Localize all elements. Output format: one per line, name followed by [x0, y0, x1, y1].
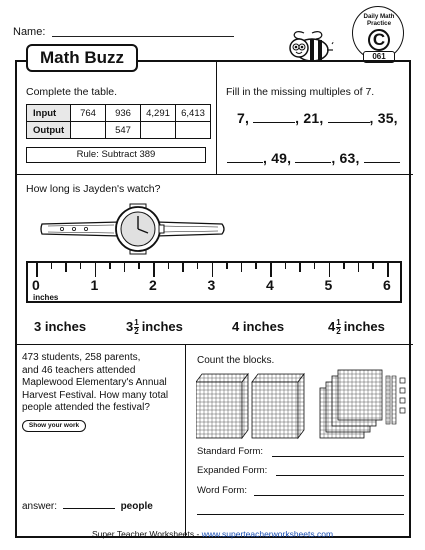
word-problem [22, 352, 168, 415]
base-ten-blocks-icon [196, 366, 408, 442]
ruler-tick [80, 263, 82, 269]
answer-row [22, 501, 153, 512]
ruler-tick [212, 263, 214, 277]
multiple-comma: , [369, 110, 374, 126]
fraction-numerator: 1 [134, 318, 139, 328]
ruler-number: 2 [149, 277, 157, 293]
answer-choice[interactable] [126, 319, 183, 336]
input-output-table [26, 104, 211, 139]
expanded-form-blank[interactable] [276, 475, 404, 476]
multiple-given: 21, [303, 110, 324, 126]
multiples-instruction: Fill in the missing multiples of 7. [226, 86, 375, 98]
ruler-number: 3 [207, 277, 216, 293]
table-instruction: Complete the table. [26, 86, 118, 98]
ruler-tick [95, 263, 97, 277]
footer-link[interactable]: www.superteacherworksheets.com [201, 529, 334, 539]
ruler-number: 4 [266, 277, 274, 293]
answer-choice[interactable] [328, 319, 385, 336]
expanded-form-label: Expanded Form: [197, 465, 268, 476]
ruler-number: 6 [383, 277, 391, 293]
rule-box: Rule: Subtract 389 [26, 147, 206, 163]
ruler-tick [285, 263, 287, 269]
choice-unit: inches [343, 319, 385, 334]
choice-fraction [134, 319, 138, 336]
divider-col-bottom [185, 344, 186, 538]
badge-line-1: Daily Math [363, 13, 395, 20]
blocks-instruction: Count the blocks. [197, 355, 275, 366]
multiples-row-1 [237, 110, 398, 126]
ruler-tick [138, 263, 140, 269]
multiple-comma: , [295, 110, 300, 126]
output-cell[interactable] [71, 122, 106, 139]
ruler [26, 261, 402, 303]
fraction-numerator: 1 [336, 318, 341, 328]
choice-unit: inches [141, 319, 183, 334]
ruler-tick [372, 263, 374, 269]
multiple-given: 63, [339, 150, 360, 166]
input-cell: 6,413 [176, 105, 211, 122]
ruler-tick [270, 263, 272, 277]
name-field[interactable] [52, 36, 234, 37]
ruler-tick [226, 263, 228, 269]
fraction-denominator: 2 [336, 327, 341, 337]
watch-icon [38, 200, 228, 258]
ruler-tick [197, 263, 199, 269]
ruler-unit-label: inches [33, 293, 59, 302]
ruler-tick [109, 263, 111, 269]
multiple-given: 49, [271, 150, 292, 166]
answer-label: answer: [22, 501, 58, 512]
output-header: Output [27, 122, 71, 139]
multiple-blank[interactable] [364, 162, 400, 163]
show-your-work-button[interactable]: Show your work [22, 420, 86, 432]
footer [0, 529, 425, 539]
choice-fraction [336, 319, 340, 336]
choice-unit: inches [242, 319, 285, 334]
divider-row-2 [15, 344, 413, 345]
ruler-tick [299, 263, 301, 272]
word-form-blank-1[interactable] [254, 495, 404, 496]
hundred-block [196, 374, 248, 438]
name-label: Name: [13, 26, 46, 38]
ruler-tick [343, 263, 345, 269]
ruler-tick [182, 263, 184, 272]
ruler-tick [153, 263, 155, 277]
word-form-blank-2[interactable] [197, 514, 404, 515]
ruler-tick [168, 263, 170, 269]
badge-number: 061 [363, 51, 395, 63]
problem-line: Harvest Festival. How many total [22, 389, 169, 401]
problem-line: 473 students, 258 parents, [22, 352, 141, 363]
input-cell: 936 [106, 105, 141, 122]
input-header: Input [27, 105, 71, 122]
problem-line: and 46 teachers attended [22, 364, 136, 376]
multiple-blank[interactable] [227, 162, 263, 163]
hundred-block [252, 374, 304, 438]
ruler-tick [241, 263, 243, 272]
footer-text: Super Teacher Worksheets - [91, 529, 202, 539]
choice-whole: 4 [328, 319, 336, 334]
answer-choice[interactable] [34, 319, 86, 334]
multiple-blank[interactable] [295, 162, 331, 163]
ruler-number: 5 [324, 277, 333, 293]
input-cell: 764 [71, 105, 106, 122]
ruler-tick [124, 263, 126, 272]
problem-line: people attended the festival? [22, 402, 150, 413]
ruler-number: 0 [32, 277, 40, 293]
answer-choice[interactable] [232, 319, 284, 334]
divider-col-top [216, 60, 217, 174]
multiple-blank[interactable] [328, 122, 370, 123]
ruler-tick [65, 263, 67, 272]
choice-whole: 3 [34, 319, 42, 334]
badge-line-2: Practice [366, 20, 392, 27]
ruler-tick [387, 263, 389, 277]
watch-question: How long is Jayden's watch? [26, 183, 161, 195]
choice-unit: inches [44, 319, 87, 334]
output-cell[interactable] [141, 122, 176, 139]
input-cell: 4,291 [141, 105, 176, 122]
multiple-blank[interactable] [253, 122, 295, 123]
problem-line: Maplewood Elementary's Annual [22, 377, 167, 388]
badge-letter: C [368, 29, 390, 51]
output-cell: 547 [106, 122, 141, 139]
standard-form-blank[interactable] [272, 456, 404, 457]
answer-unit: people [120, 501, 153, 512]
ruler-number: 1 [90, 277, 99, 293]
ruler-tick [36, 263, 38, 277]
multiple-given: 7, [237, 110, 250, 126]
ruler-tick [51, 263, 53, 269]
bee-icon [286, 30, 334, 64]
ruler-tick [358, 263, 360, 272]
tens-flat-stack [320, 370, 382, 438]
multiple-comma: , [331, 150, 336, 166]
multiples-row-2 [227, 150, 400, 166]
divider-row-1 [15, 174, 413, 175]
choice-whole: 4 [232, 319, 240, 334]
multiple-given: 35, [377, 110, 398, 126]
multiple-comma: , [263, 150, 268, 166]
ruler-tick [255, 263, 257, 269]
answer-blank[interactable] [63, 508, 115, 509]
fraction-denominator: 2 [134, 327, 139, 337]
output-cell[interactable] [176, 122, 211, 139]
word-form-label: Word Form: [197, 485, 247, 496]
ruler-tick [314, 263, 316, 269]
choice-whole: 3 [126, 319, 134, 334]
ruler-tick [329, 263, 331, 277]
standard-form-label: Standard Form: [197, 446, 263, 457]
worksheet-title: Math Buzz [26, 44, 138, 72]
daily-math-badge [352, 6, 404, 60]
